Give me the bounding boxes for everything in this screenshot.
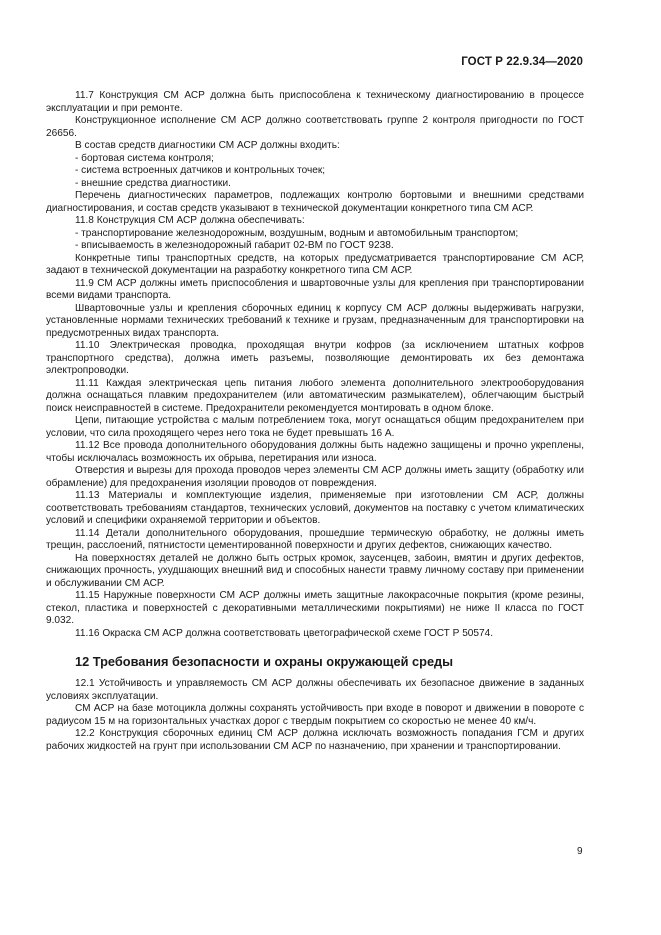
paragraph-11-9: 11.9 СМ АСР должны иметь приспособления и швартовочные узлы для крепления при транспортировании всеми видами транспорта. <box>46 277 584 301</box>
paragraph-11-13: 11.13 Материалы и комплектующие изделия, применяемые при изготовлении СМ АСР, должны соответствовать требованиям стандартов, технических условий, документов на поставку с учетом климатических условий и специфики охраняемой территории и объектов. <box>46 490 584 526</box>
page-number: 9 <box>577 846 583 857</box>
paragraph: Цепи, питающие устройства с малым потреблением тока, могут оснащаться общим предохранителем при условии, что сила проходящего через него тока не будет превышать 16 А. <box>46 415 584 439</box>
paragraph-12-2: 12.2 Конструкция сборочных единиц СМ АСР должна исключать возможность попадания ГСМ и других рабочих жидкостей на грунт при использовании СМ АСР по назначению, при хранении и транспортировании. <box>46 728 584 752</box>
paragraph-11-11: 11.11 Каждая электрическая цепь питания любого элемента дополнительного электрооборудования должна оснащаться плавким предохранителем (или автоматическим размыкателем), облегчающим быстрый поиск неисправностей в системе. Предохранители рекомендуется монтировать в одном блоке. <box>46 377 584 414</box>
paragraph-11-7: 11.7 Конструкция СМ АСР должна быть приспособлена к техническому диагностированию в процессе эксплуатации и при ремонте. <box>46 90 584 114</box>
paragraph-11-8: 11.8 Конструкция СМ АСР должна обеспечивать: <box>75 215 305 226</box>
paragraph-11-16: 11.16 Окраска СМ АСР должна соответствовать цветографической схеме ГОСТ Р 50574. <box>75 627 494 639</box>
paragraph: СМ АСР на базе мотоцикла должны сохранять устойчивость при входе в поворот и движении в повороте с радиусом 15 м на горизонтальных участках дорог с твердым покрытием со скоростью не менее 40 км/ч. <box>46 703 584 727</box>
list-item: - вписываемость в железнодорожный габарит 02-ВМ по ГОСТ 9238. <box>75 240 394 251</box>
paragraph-11-15: 11.15 Наружные поверхности СМ АСР должны иметь защитные лакокрасочные покрытия (кроме резины, стекол, пластика и поверхностей с декоративными металлическими покрытиями) не ниже II класса по ГОСТ 9.032. <box>46 590 584 626</box>
paragraph-11-12: 11.12 Все провода дополнительного оборудования должны быть надежно защищены и прочно укреплены, чтобы исключалась возможность их обрыва, перетирания или износа. <box>46 440 584 464</box>
document-body <box>46 90 584 753</box>
paragraph-11-14: 11.14 Детали дополнительного оборудования, прошедшие термическую обработку, не должны иметь трещин, расслоений, пятнистости цементированной поверхности и других дефектов, снижающих качество. <box>46 527 584 551</box>
list-item: - система встроенных датчиков и контрольных точек; <box>75 165 326 176</box>
paragraph: Швартовочные узлы и крепления сборочных единиц к корпусу СМ АСР должны выдерживать нагрузки, установленные нормами технических требований к технике и грузам, предназначенным для транспортировки на предусмотренных видах транспорта. <box>46 302 584 339</box>
paragraph: На поверхностях деталей не должно быть острых кромок, заусенцев, забоин, вмятин и других дефектов, снижающих прочность, ухудшающих внешний вид и способных нанести травму личному составу при применении и обслуживании СМ АСР. <box>46 552 584 589</box>
list-item: - внешние средства диагностики. <box>75 177 231 189</box>
document-header: ГОСТ Р 22.9.34—2020 <box>461 56 583 68</box>
paragraph-11-10: 11.10 Электрическая проводка, проходящая внутри кофров (за исключением штатных кофров транспортного средства), должна иметь разъемы, позволяющие демонтировать их без демонтажа электропроводки. <box>46 340 584 376</box>
list-item: - бортовая система контроля; <box>75 152 214 164</box>
paragraph: В состав средств диагностики СМ АСР должны входить: <box>75 140 340 151</box>
paragraph: Перечень диагностических параметров, подлежащих контролю бортовыми и внешними средствами диагностирования, и состав средств указывают в технической документации конкретного типа СМ АСР. <box>46 190 584 214</box>
paragraph: Конкретные типы транспортных средств, на которых предусматривается транспортирование СМ АСР, задают в технической документации на разработку конкретного типа СМ АСР. <box>46 252 584 276</box>
paragraph: Конструкционное исполнение СМ АСР должно соответствовать группе 2 контроля пригодности по ГОСТ 26656. <box>46 115 584 139</box>
paragraph-12-1: 12.1 Устойчивость и управляемость СМ АСР должны обеспечивать их безопасное движение в заданных условиях эксплуатации. <box>46 678 584 702</box>
paragraph: Отверстия и вырезы для прохода проводов через элементы СМ АСР должны иметь защиту (обработку или обрамление) для предохранения изоляции проводов от повреждения. <box>46 465 584 489</box>
section-heading: 12 Требования безопасности и охраны окружающей среды <box>75 654 454 669</box>
list-item: - транспортирование железнодорожным, воздушным, водным и автомобильным транспортом; <box>75 227 519 239</box>
